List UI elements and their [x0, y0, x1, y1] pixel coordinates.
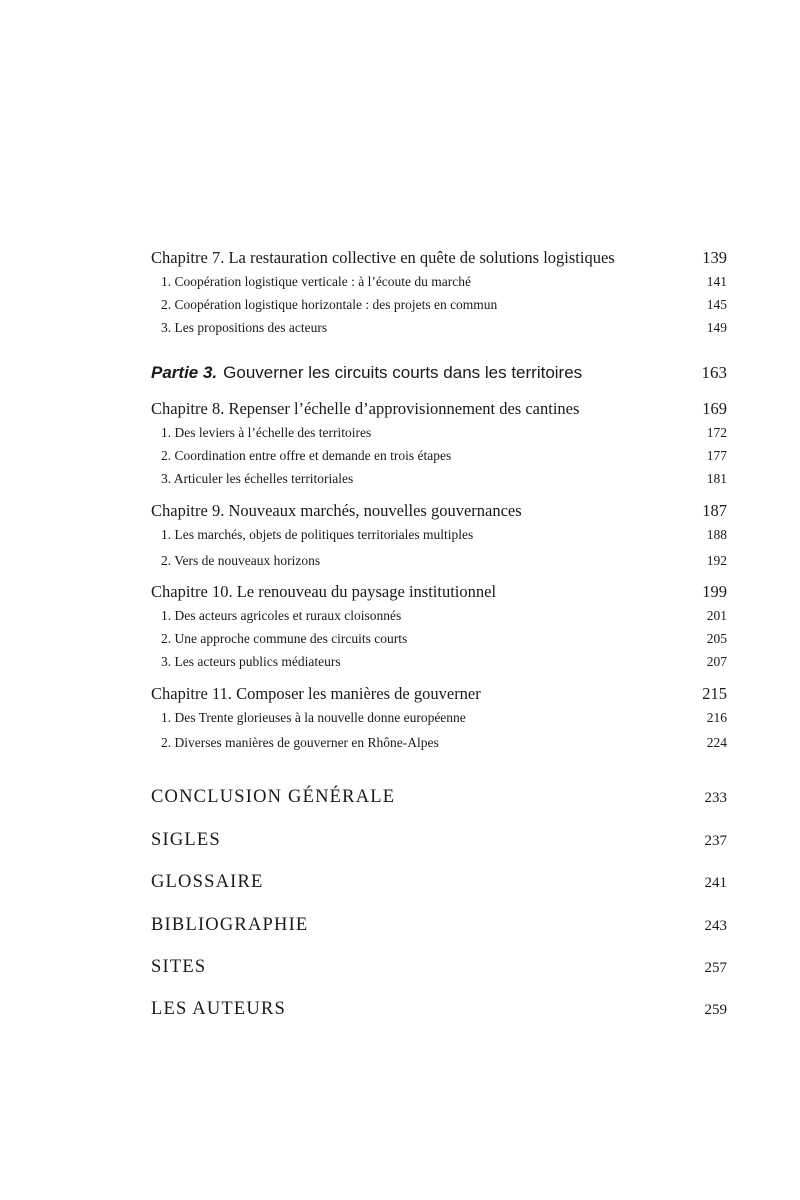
section-title: 2. Une approche commune des circuits courts [161, 631, 408, 646]
section-title: 3. Les propositions des acteurs [161, 320, 328, 335]
page-number: 145 [706, 297, 727, 312]
part-label: Partie 3. [151, 363, 218, 382]
toc-entry-chapitre-10[interactable] [151, 580, 727, 604]
toc-section[interactable] [151, 650, 727, 673]
chapter-title: Chapitre 10. Le renouveau du paysage institutionnel [151, 582, 497, 601]
toc-section[interactable] [151, 706, 727, 729]
section-title: 2. Vers de nouveaux horizons [161, 553, 321, 568]
page-number: 201 [706, 608, 727, 623]
toc-entry-bibliographie[interactable] [151, 911, 727, 939]
section-title: 2. Diverses manières de gouverner en Rhône-Alpes [161, 735, 439, 750]
toc-section[interactable] [151, 467, 727, 490]
section-title: 1. Des leviers à l’échelle des territoires [161, 425, 372, 440]
section-title: 3. Les acteurs publics médiateurs [161, 654, 341, 669]
page-number: 237 [704, 833, 727, 849]
toc-entry-partie-3[interactable] [151, 360, 727, 386]
page-number: 233 [704, 790, 727, 806]
chapter-title: Chapitre 9. Nouveaux marchés, nouvelles gouvernances [151, 501, 522, 520]
page-number: 141 [706, 274, 727, 289]
page-number: 207 [706, 654, 727, 669]
page-number: 199 [702, 582, 727, 601]
toc-section[interactable] [151, 604, 727, 627]
section-title: 1. Coopération logistique verticale : à l’écoute du marché [161, 274, 472, 289]
toc-section[interactable] [151, 316, 727, 339]
toc-entry-conclusion[interactable] [151, 783, 727, 811]
toc-section[interactable] [151, 444, 727, 467]
toc-section[interactable] [151, 293, 727, 316]
page-number: 243 [704, 918, 727, 934]
page-number: 215 [702, 684, 727, 703]
toc-entry-sites[interactable] [151, 953, 727, 981]
section-title: 3. Articuler les échelles territoriales [161, 471, 354, 486]
page-number: 192 [706, 553, 727, 568]
page-number: 149 [706, 320, 727, 335]
section-title: 1. Des Trente glorieuses à la nouvelle donne européenne [161, 710, 466, 725]
toc-entry-sigles[interactable] [151, 826, 727, 854]
toc-entry-chapitre-8[interactable] [151, 397, 727, 421]
toc-section[interactable] [151, 731, 727, 754]
page-number: 241 [704, 875, 727, 891]
page-number: 259 [704, 1002, 727, 1018]
chapter-title: Chapitre 7. La restauration collective en quête de solutions logistiques [151, 248, 615, 267]
back-matter-title: SIGLES [151, 830, 221, 850]
page-number: 188 [706, 527, 727, 542]
section-title: 2. Coopération logistique horizontale : des projets en commun [161, 297, 498, 312]
toc-section[interactable] [151, 549, 727, 572]
section-title: 1. Des acteurs agricoles et ruraux cloisonnés [161, 608, 402, 623]
back-matter-title: SITES [151, 957, 207, 977]
page-number: 187 [702, 501, 727, 520]
page-number: 163 [701, 363, 727, 382]
page-number: 224 [706, 735, 727, 750]
toc-section[interactable] [151, 270, 727, 293]
back-matter-title: BIBLIOGRAPHIE [151, 915, 309, 935]
page-number: 169 [702, 399, 727, 418]
toc-section[interactable] [151, 627, 727, 650]
page-number: 172 [706, 425, 727, 440]
toc-entry-chapitre-11[interactable] [151, 682, 727, 706]
table-of-contents [151, 246, 727, 1023]
page-number: 216 [706, 710, 727, 725]
toc-entry-glossaire[interactable] [151, 868, 727, 896]
chapter-title: Chapitre 11. Composer les manières de gouverner [151, 684, 481, 703]
toc-section[interactable] [151, 421, 727, 444]
part-title: Gouverner les circuits courts dans les territoires [223, 363, 583, 382]
toc-entry-les-auteurs[interactable] [151, 995, 727, 1023]
page-number: 205 [706, 631, 727, 646]
back-matter-title: GLOSSAIRE [151, 872, 264, 892]
page-number: 181 [706, 471, 727, 486]
toc-section[interactable] [151, 523, 727, 546]
page-number: 257 [704, 960, 727, 976]
page-number: 177 [706, 448, 727, 463]
chapter-title: Chapitre 8. Repenser l’échelle d’approvisionnement des cantines [151, 399, 580, 418]
back-matter-title: LES AUTEURS [151, 999, 287, 1019]
toc-entry-chapitre-9[interactable] [151, 499, 727, 523]
section-title: 1. Les marchés, objets de politiques territoriales multiples [161, 527, 474, 542]
back-matter-title: CONCLUSION GÉNÉRALE [151, 787, 396, 807]
section-title: 2. Coordination entre offre et demande en trois étapes [161, 448, 452, 463]
toc-entry-chapitre-7[interactable] [151, 246, 727, 270]
part-heading [151, 360, 582, 386]
page-number: 139 [702, 248, 727, 267]
